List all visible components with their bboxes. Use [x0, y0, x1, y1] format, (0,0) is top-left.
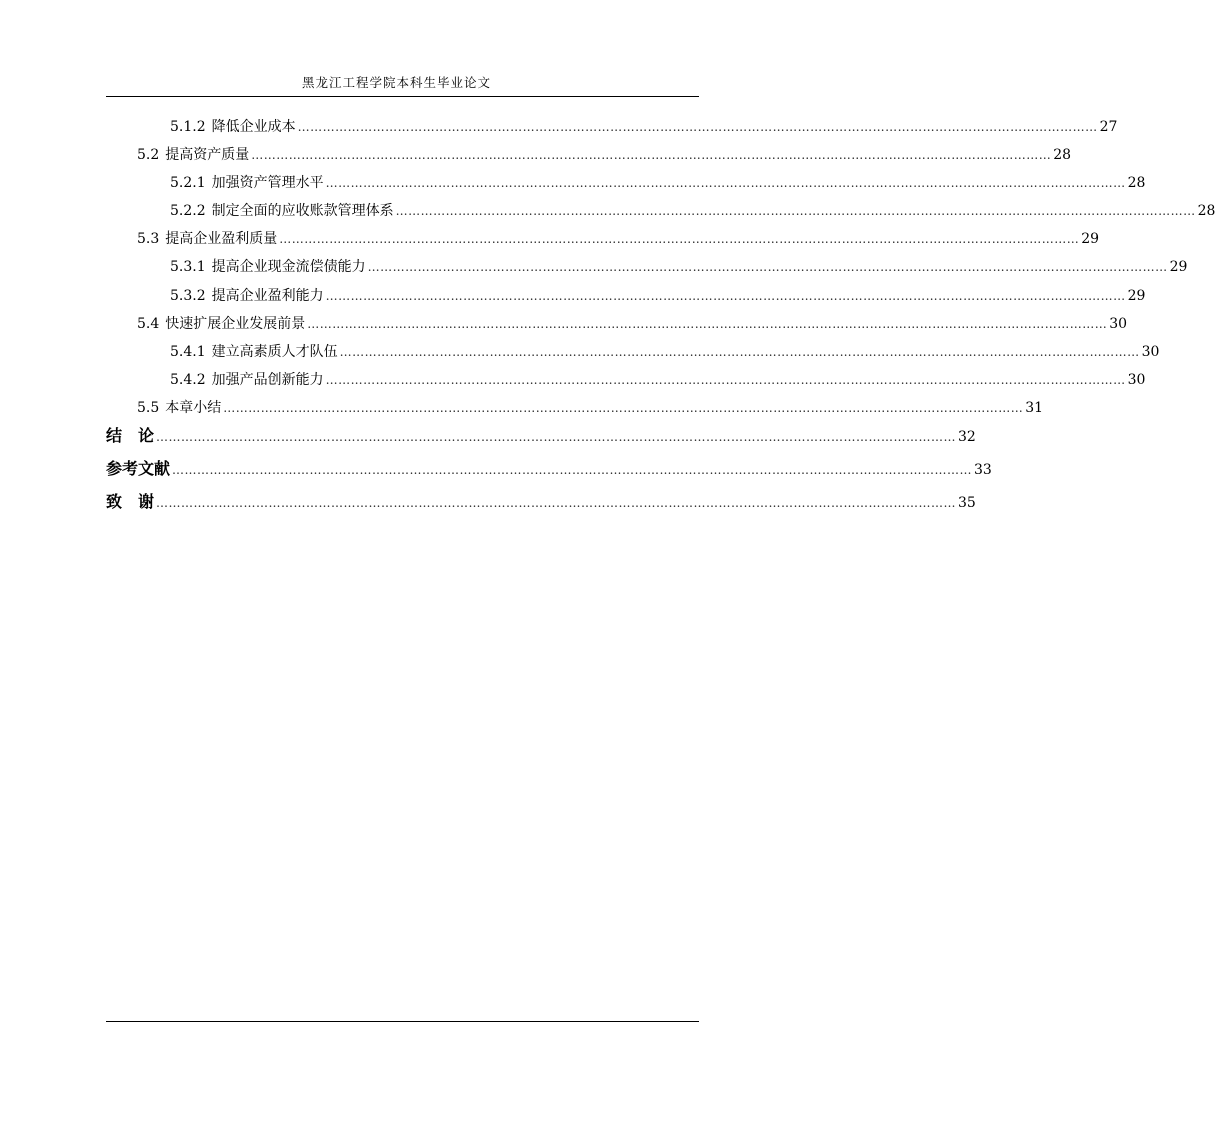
toc-dot-leader: …………………………………………………………………………………………………………………………………………………………………………	[367, 260, 1168, 274]
toc-entry-title: 加强产品创新能力	[211, 372, 324, 388]
toc-dot-leader: …………………………………………………………………………………………………………………………………………………………………………	[325, 373, 1126, 387]
header-title: 黑龙江工程学院本科生毕业论文	[301, 75, 491, 90]
toc-entry-number: 5.4.1	[170, 344, 206, 360]
toc-entry-title: 提高企业盈利质量	[165, 231, 278, 247]
toc-entry-title: 提高企业现金流偿债能力	[211, 259, 366, 275]
toc-entry-title: 本章小结	[165, 400, 222, 416]
toc-entry-page: 29	[1127, 288, 1146, 304]
toc-entry-page: 29	[1081, 231, 1100, 247]
toc-dot-leader: …………………………………………………………………………………………………………………………………………………………………………	[251, 148, 1052, 162]
toc-entry-title: 降低企业成本	[211, 119, 296, 135]
toc-entry-title: 建立高素质人才队伍	[211, 344, 338, 360]
toc-entry-title: 致 谢	[106, 492, 155, 511]
toc-entry[interactable]	[170, 200, 1215, 222]
toc-entry-number: 5.2.1	[170, 175, 206, 191]
toc-dot-leader: …………………………………………………………………………………………………………………………………………………………………………	[339, 345, 1140, 359]
footer-rule	[106, 1021, 699, 1022]
toc-entry-page: 30	[1109, 316, 1128, 332]
toc-entry[interactable]	[137, 313, 1128, 335]
toc-entry[interactable]	[106, 425, 976, 447]
toc-entry[interactable]	[137, 228, 1100, 250]
toc-entry-page: 28	[1127, 175, 1146, 191]
toc-entry-page: 28	[1053, 147, 1072, 163]
toc-entry-page: 30	[1127, 372, 1146, 388]
toc-entry-title: 提高企业盈利能力	[211, 288, 324, 304]
toc-dot-leader: …………………………………………………………………………………………………………………………………………………………………………	[279, 232, 1080, 246]
toc-entry-number: 5.2	[137, 147, 160, 163]
toc-entry-number: 5.4.2	[170, 372, 206, 388]
toc-entry-title: 结 论	[106, 426, 155, 445]
toc-entry-title: 提高资产质量	[165, 147, 250, 163]
toc-entry[interactable]	[106, 458, 992, 480]
toc-entry[interactable]	[170, 341, 1160, 363]
toc-entry-number: 5.3.2	[170, 288, 206, 304]
toc-entry-page: 35	[958, 495, 976, 511]
toc-entry[interactable]	[106, 491, 976, 513]
toc-entry-number: 5.3	[137, 231, 160, 247]
toc-entry[interactable]	[170, 369, 1146, 391]
toc-entry-number: 5.4	[137, 316, 160, 332]
toc-entry-page: 32	[958, 429, 976, 445]
toc-entry[interactable]	[137, 144, 1072, 166]
toc-dot-leader: …………………………………………………………………………………………………………………………………………………………………………	[156, 430, 957, 444]
toc-dot-leader: …………………………………………………………………………………………………………………………………………………………………………	[223, 401, 1024, 415]
toc-dot-leader: …………………………………………………………………………………………………………………………………………………………………………	[297, 120, 1098, 134]
toc-entry-number: 5.3.1	[170, 259, 206, 275]
toc-entry-page: 30	[1141, 344, 1160, 360]
toc-dot-leader: …………………………………………………………………………………………………………………………………………………………………………	[307, 317, 1108, 331]
toc-dot-leader: …………………………………………………………………………………………………………………………………………………………………………	[156, 496, 957, 510]
toc-entry-page: 28	[1197, 203, 1215, 219]
toc-entry-number: 5.1.2	[170, 119, 206, 135]
toc-entry-title: 快速扩展企业发展前景	[165, 316, 306, 332]
toc-entry-page: 29	[1169, 259, 1188, 275]
toc-entry-page: 33	[974, 462, 992, 478]
toc-entry-number: 5.2.2	[170, 203, 206, 219]
toc-entry-number: 5.5	[137, 400, 160, 416]
toc-entry-title: 参考文献	[106, 459, 171, 478]
toc-dot-leader: …………………………………………………………………………………………………………………………………………………………………………	[172, 463, 973, 477]
toc-entry-title: 制定全面的应收账款管理体系	[211, 203, 394, 219]
toc-entry-page: 31	[1025, 400, 1044, 416]
toc-entry-title: 加强资产管理水平	[211, 175, 324, 191]
toc-entry[interactable]	[170, 172, 1146, 194]
toc-dot-leader: …………………………………………………………………………………………………………………………………………………………………………	[325, 289, 1126, 303]
toc-entry[interactable]	[170, 256, 1188, 278]
toc-entry[interactable]	[170, 285, 1146, 307]
toc-entry-page: 27	[1099, 119, 1118, 135]
toc-entry[interactable]	[137, 397, 1044, 419]
toc-dot-leader: …………………………………………………………………………………………………………………………………………………………………………	[395, 204, 1196, 218]
toc-entry[interactable]	[170, 116, 1118, 138]
toc-dot-leader: …………………………………………………………………………………………………………………………………………………………………………	[325, 176, 1126, 190]
